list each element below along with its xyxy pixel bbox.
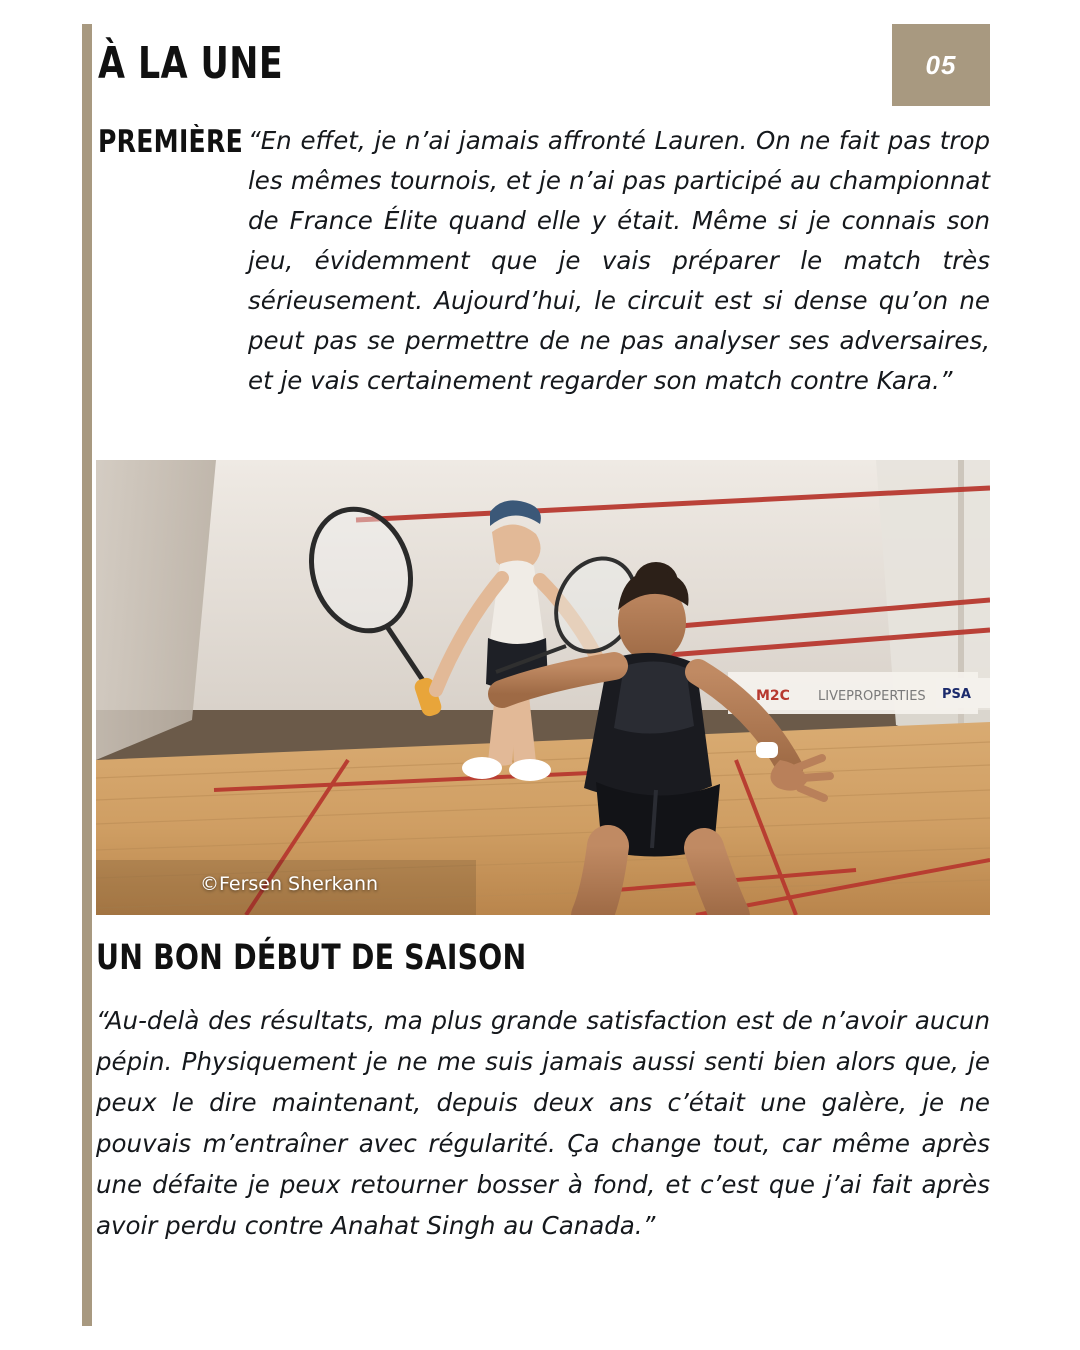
page-header bbox=[92, 24, 990, 106]
squash-court-illustration bbox=[96, 460, 990, 915]
section-subheading: UN BON DÉBUT DE SAISON bbox=[96, 938, 527, 978]
left-accent-bar bbox=[82, 24, 92, 1326]
page-number: 05 bbox=[925, 49, 957, 80]
article-photo bbox=[96, 460, 990, 915]
section-kicker: PREMIÈRE bbox=[98, 124, 243, 160]
svg-text:M2C: M2C bbox=[756, 688, 790, 704]
page-title: À LA UNE bbox=[98, 38, 284, 89]
svg-text:PSA: PSA bbox=[942, 687, 971, 702]
svg-text:LIVEPROPERTIES: LIVEPROPERTIES bbox=[818, 689, 926, 704]
quote-paragraph-one: “En effet, je n’ai jamais affronté Lauren. On ne fait pas trop les mêmes tournois, et je n’ai pas participé au championnat de France Élite quand elle y était. Même si je connais son jeu, évidemment que je vais préparer le match très sérieusement. Aujourd’hui, le circuit est si dense qu’on ne peut pas se permettre de ne pas analyser ses adversaires, et je vais certainement regarder son match contre Kara.” bbox=[248, 126, 990, 395]
quote-paragraph-two: “Au-delà des résultats, ma plus grande satisfaction est de n’avoir aucun pépin. Physiquement je ne me suis jamais aussi senti bien alors que, je peux le dire maintenant, depuis deux ans c’était une galère, je ne pouvais m’entraîner avec régularité. Ça change tout, car même après une défaite je peux retourner bosser à fond, et c’est que j’ai fait après avoir perdu contre Anahat Singh au Canada.” bbox=[96, 1006, 990, 1240]
photo-credit: ©Fersen Sherkann bbox=[200, 873, 379, 895]
page-number-badge bbox=[892, 24, 990, 106]
